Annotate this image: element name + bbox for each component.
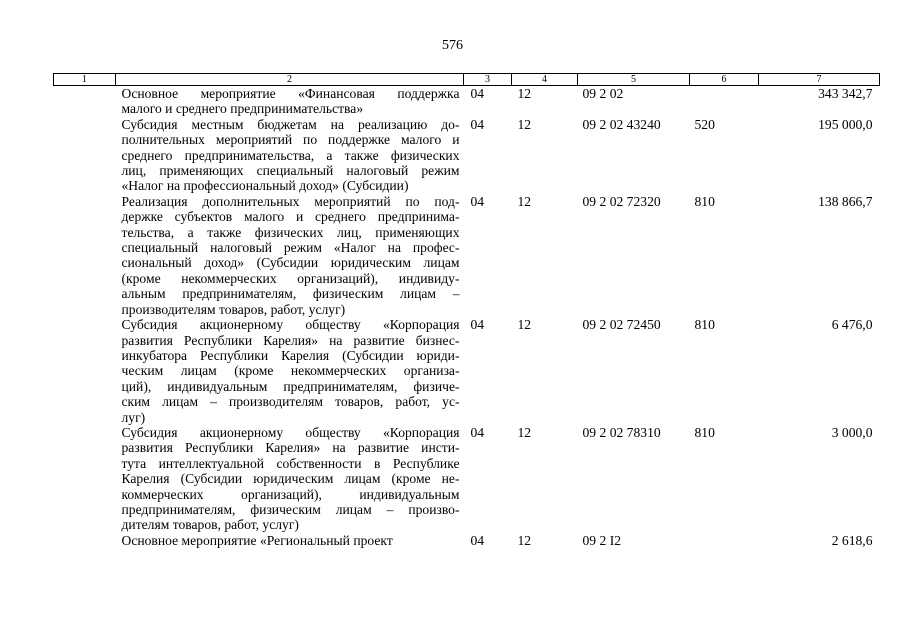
target-article-code: 09 2 02 72320: [582, 193, 661, 209]
description-line: альным предпринимателям, физическим лицам –: [121, 286, 460, 302]
row-description: [116, 117, 464, 194]
table-body: [54, 86, 880, 549]
section-code: 04: [470, 86, 485, 101]
description-line: специальный налоговый режим «Налог на профес-: [121, 240, 460, 256]
description-line: производителям товаров, работ, услуг): [121, 301, 346, 317]
page-number: 576: [442, 38, 463, 53]
expense-type-code: 810: [694, 317, 715, 333]
row-number-cell: [54, 425, 116, 533]
row-number-cell: [54, 317, 116, 425]
description-line: предпринимателям, физическим лицам – произво-: [121, 501, 460, 517]
target-article-code: 09 2 02 78310: [582, 424, 661, 440]
subsection-code: 12: [517, 317, 532, 333]
description-line: дителям товаров, работ, услуг): [121, 517, 299, 533]
description-line: держке субъектов малого и среднего предпринима-: [121, 209, 460, 225]
column-number-4: 4: [512, 74, 578, 86]
description-line: Субсидия акционерному обществу «Корпорация: [121, 317, 460, 333]
table-row: [54, 425, 880, 533]
description-line: полнительных мероприятий по поддержке малого и: [121, 132, 460, 148]
row-description: [116, 317, 464, 425]
amount: 343 342,7: [818, 86, 873, 101]
column-number-7: 7: [759, 74, 880, 86]
description-line: Субсидия акционерному обществу «Корпорация: [121, 424, 460, 440]
subsection-code: 12: [517, 116, 532, 132]
amount: 195 000,0: [818, 116, 873, 132]
description-line: коммерческих организаций), индивидуальным: [121, 486, 460, 502]
row-description: [116, 86, 464, 117]
column-number-3: 3: [464, 74, 512, 86]
expense-type-code: 810: [694, 193, 715, 209]
section-code: 04: [470, 193, 485, 209]
description-line: Субсидия местным бюджетам на реализацию до-: [121, 116, 460, 132]
row-number-cell: [54, 194, 116, 317]
amount: 2 618,6: [831, 532, 873, 548]
amount: 6 476,0: [831, 317, 873, 333]
section-code: 04: [470, 532, 485, 548]
description-line: луг): [121, 409, 146, 425]
description-line: среднего предпринимательства, а также физических: [121, 147, 460, 163]
description-line: лиц, применяющих специальный налоговый режим: [121, 163, 460, 179]
description-line: Основное мероприятие «Региональный проект: [121, 532, 393, 548]
expense-type-code: 520: [694, 116, 715, 132]
table-row: [54, 86, 880, 117]
target-article-code: 09 2 02 43240: [582, 116, 661, 132]
description-line: развития Республики Карелия» на развитие инсти-: [121, 440, 460, 456]
description-line: ческим лицам (кроме некоммерческих организа-: [121, 363, 460, 379]
description-line: Основное мероприятие «Финансовая поддержка: [121, 86, 460, 101]
description-line: малого и среднего предпринимательства»: [121, 101, 364, 117]
row-number-cell: [54, 86, 116, 117]
description-line: «Налог на профессиональный доход» (Субсидии): [121, 178, 409, 194]
target-article-code: 09 2 02 72450: [582, 317, 661, 333]
budget-table: [53, 73, 880, 548]
expense-type-code: 810: [694, 424, 715, 440]
description-line: тута интеллектуальной собственности в Республике: [121, 455, 460, 471]
target-article-code: 09 2 I2: [582, 532, 622, 548]
column-number-2: 2: [116, 74, 464, 86]
section-code: 04: [470, 424, 485, 440]
column-number-6: 6: [690, 74, 759, 86]
row-number-cell: [54, 117, 116, 194]
expense-type-code: [690, 86, 759, 117]
section-code: 04: [470, 317, 485, 333]
expense-type-code: [690, 533, 759, 548]
description-line: ским лицам – производителям товаров, работ, ус-: [121, 394, 460, 410]
table-row: [54, 194, 880, 317]
description-line: Карелия (Субсидии юридическим лицам (кроме не-: [121, 471, 460, 487]
description-line: сиональный доход» (Субсидии юридическим лицам: [121, 255, 460, 271]
table-row: [54, 317, 880, 425]
description-line: (кроме некоммерческих организаций), индивиду-: [121, 270, 460, 286]
row-description: [116, 194, 464, 317]
subsection-code: 12: [517, 424, 532, 440]
row-description: [116, 533, 464, 548]
description-line: инкубатора Республики Карелия (Субсидии юриди-: [121, 347, 460, 363]
subsection-code: 12: [517, 86, 532, 101]
row-description: [116, 425, 464, 533]
description-line: развития Республики Карелия» на развитие бизнес-: [121, 332, 460, 348]
subsection-code: 12: [517, 193, 532, 209]
description-line: ций), индивидуальным предпринимателям, физиче-: [121, 378, 460, 394]
column-number-5: 5: [578, 74, 690, 86]
amount: 3 000,0: [831, 424, 873, 440]
description-line: Реализация дополнительных мероприятий по под-: [121, 193, 460, 209]
column-number-1: 1: [54, 74, 116, 86]
target-article-code: 09 2 02: [582, 86, 624, 101]
amount: 138 866,7: [818, 193, 873, 209]
subsection-code: 12: [517, 532, 532, 548]
column-number-header: [54, 74, 880, 86]
table-row: [54, 117, 880, 194]
row-number-cell: [54, 533, 116, 548]
table-row: [54, 533, 880, 548]
section-code: 04: [470, 116, 485, 132]
description-line: тельства, а также физических лиц, применяющих: [121, 224, 460, 240]
